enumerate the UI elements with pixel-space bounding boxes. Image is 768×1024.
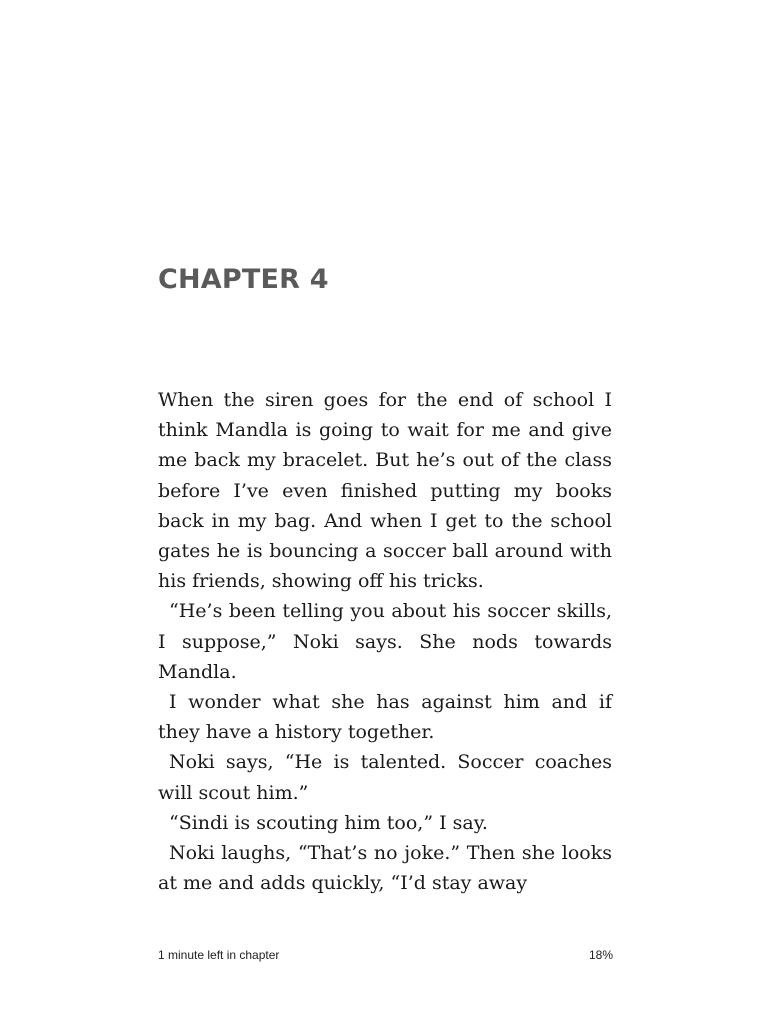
paragraph: Noki laughs, “That’s no joke.” Then she looks at me and adds quickly, “I’d stay away [158, 842, 612, 895]
paragraph: When the siren goes for the end of school I think Mandla is going to wait for me and give me back my bracelet. But he’s out of the class before I’ve even finished putting my books back in my bag. And when I get to the school gates he is bouncing a soccer ball around with his friends, showing off his tricks. [158, 389, 612, 593]
chapter-body [158, 385, 612, 898]
paragraph: I wonder what she has against him and if they have a history together. [158, 691, 612, 744]
paragraph: “Sindi is scouting him too,” I say. [169, 811, 488, 834]
paragraph: “He’s been telling you about his soccer skills, I suppose,” Noki says. She nods towards Mandla. [158, 600, 612, 683]
time-left-in-chapter[interactable]: 1 minute left in chapter [158, 948, 280, 962]
chapter-title: CHAPTER 4 [158, 264, 329, 295]
reading-progress-percent: 18% [588, 948, 613, 962]
paragraph: Noki says, “He is talented. Soccer coaches will scout him.” [158, 751, 612, 804]
